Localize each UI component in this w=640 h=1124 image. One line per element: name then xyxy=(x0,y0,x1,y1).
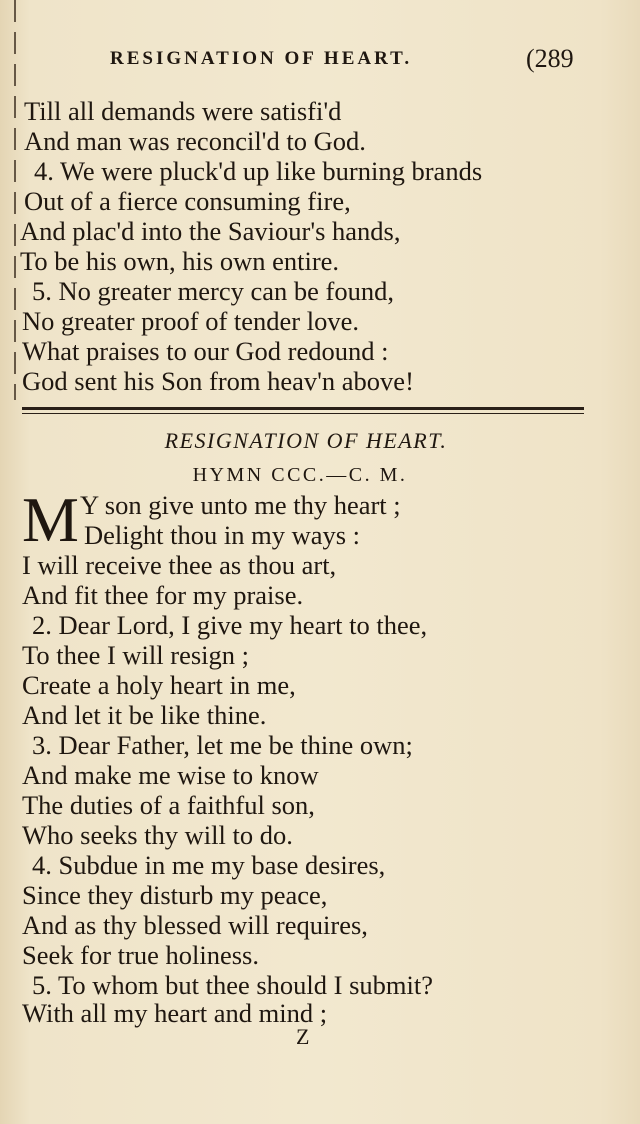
verse-line: God sent his Son from heav'n above! xyxy=(22,366,414,396)
verse-line: 2. Dear Lord, I give my heart to thee, xyxy=(32,610,428,640)
verse-line: And man was reconcil'd to God. xyxy=(24,126,366,156)
verse-line: Seek for true holiness. xyxy=(22,940,259,970)
verse-line: 5. To whom but thee should I submit? xyxy=(32,970,434,1000)
verse-line: Create a holy heart in me, xyxy=(22,670,296,700)
verse-line: 3. Dear Father, let me be thine own; xyxy=(32,730,413,760)
verse-line: 4. We were pluck'd up like burning brands xyxy=(34,156,483,186)
running-head xyxy=(0,46,640,76)
signature-mark: Z xyxy=(296,1024,310,1049)
running-title: RESIGNATION OF HEART. xyxy=(110,48,413,69)
verse-line: 5. No greater mercy can be found, xyxy=(32,276,395,306)
verse-line: Since they disturb my peace, xyxy=(22,880,328,910)
verse-line: With all my heart and mind ; xyxy=(22,998,328,1028)
verse-line: Y son give unto me thy heart ; xyxy=(80,490,401,520)
section-divider xyxy=(22,407,584,410)
verse-line: 4. Subdue in me my base desires, xyxy=(32,850,386,880)
verse-line: No greater proof of tender love. xyxy=(22,306,359,336)
verse-line: To be his own, his own entire. xyxy=(20,246,340,276)
verse-line: Who seeks thy will to do. xyxy=(22,820,293,850)
hymn-subtitle: HYMN CCC.—C. M. xyxy=(192,464,408,486)
verse-line: Till all demands were satisfi'd xyxy=(24,96,342,126)
verse-line: And make me wise to know xyxy=(22,760,319,790)
hymn-title: RESIGNATION OF HEART. xyxy=(164,428,448,453)
section-divider-thin xyxy=(22,413,584,414)
verse-line: And let it be like thine. xyxy=(22,700,267,730)
verse-line: I will receive thee as thou art, xyxy=(22,550,337,580)
verse-line: Delight thou in my ways : xyxy=(84,520,361,550)
verse-line: Out of a fierce consuming fire, xyxy=(24,186,351,216)
page-number: (289 xyxy=(526,44,574,73)
verse-line: To thee I will resign ; xyxy=(22,640,250,670)
verse-line: And as thy blessed will requires, xyxy=(22,910,368,940)
verse-line: And fit thee for my praise. xyxy=(22,580,304,610)
drop-cap: M xyxy=(22,484,79,555)
verse-line: And plac'd into the Saviour's hands, xyxy=(20,216,401,246)
verse-line: What praises to our God redound : xyxy=(22,336,389,366)
verse-line: The duties of a faithful son, xyxy=(22,790,315,820)
